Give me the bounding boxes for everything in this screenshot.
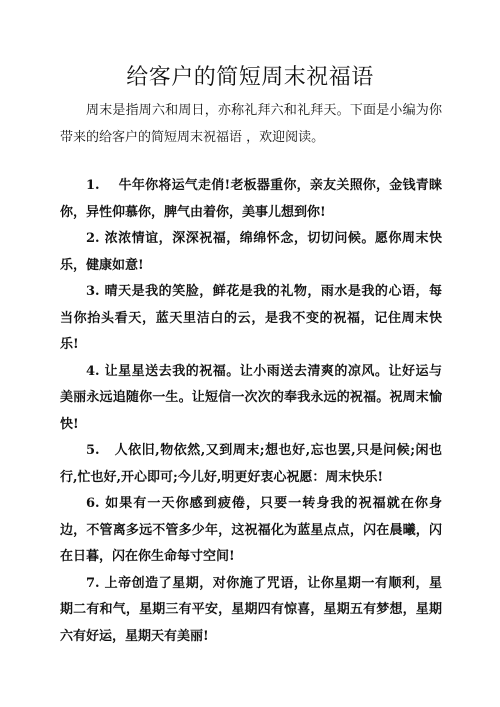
list-item [60,571,442,651]
list-item-number: 4. [86,363,100,379]
document-body [60,98,442,650]
list-item-number: 7. [86,575,100,591]
list-item-number: 5. [86,443,100,458]
list-item-number: 2. [86,231,100,246]
list-item-text: 牛年你将运气走俏!老板器重你，亲友关照你，金钱青睐你，异性仰慕你，脾气由着你，美事儿想到你! [60,178,442,220]
list-item-number: 3. [86,284,100,299]
list-item [60,491,442,571]
list-item [60,173,442,226]
list-item [60,279,442,359]
list-item-text: 晴天是我的笑脸，鲜花是我的礼物，雨水是我的心语，每当你抬头看天，蓝天里洁白的云，是我不变的祝福，记住周末快乐! [60,284,442,352]
list-item [60,438,442,491]
page-title: 给客户的简短周末祝福语 [126,65,374,90]
paragraph-spacer [60,151,442,173]
list-item [60,359,442,439]
list-item-text: 上帝创造了星期，对你施了咒语，让你星期一有顺利，星期二有和气，星期三有平安，星期四有惊喜，星期五有梦想，星期六有好运，星期天有美丽! [60,575,442,644]
list-item [60,226,442,279]
list-item-text: 如果有一天你感到疲倦，只要一转身我的祝福就在你身边，不管离多远不管多少年，这祝福化为蓝星点点，闪在晨曦，闪在日暮，闪在你生命每寸空间! [60,496,442,564]
list-item-number: 6. [86,496,100,511]
list-item-text: 人依旧,物依然,又到周末;想也好,忘也罢,只是问候;闲也行,忙也好,开心即可;今儿好,明更好衷心祝愿：周末快乐! [60,443,442,485]
intro-paragraph: 周末是指周六和周日，亦称礼拜六和礼拜天。下面是小编为你带来的给客户的简短周末祝福语 ，欢迎阅读。 [60,103,442,145]
list-item-text: 浓浓情谊，深深祝福，绵绵怀念，切切问候。愿你周末快乐，健康如意! [60,231,442,273]
list-item-number: 1. [86,178,100,193]
list-item-text: 让星星送去我的祝福。让小雨送去清爽的凉风。让好运与美丽永远追随你一生。让短信一次次的奉我永远的祝福。祝周末愉快! [60,363,442,432]
